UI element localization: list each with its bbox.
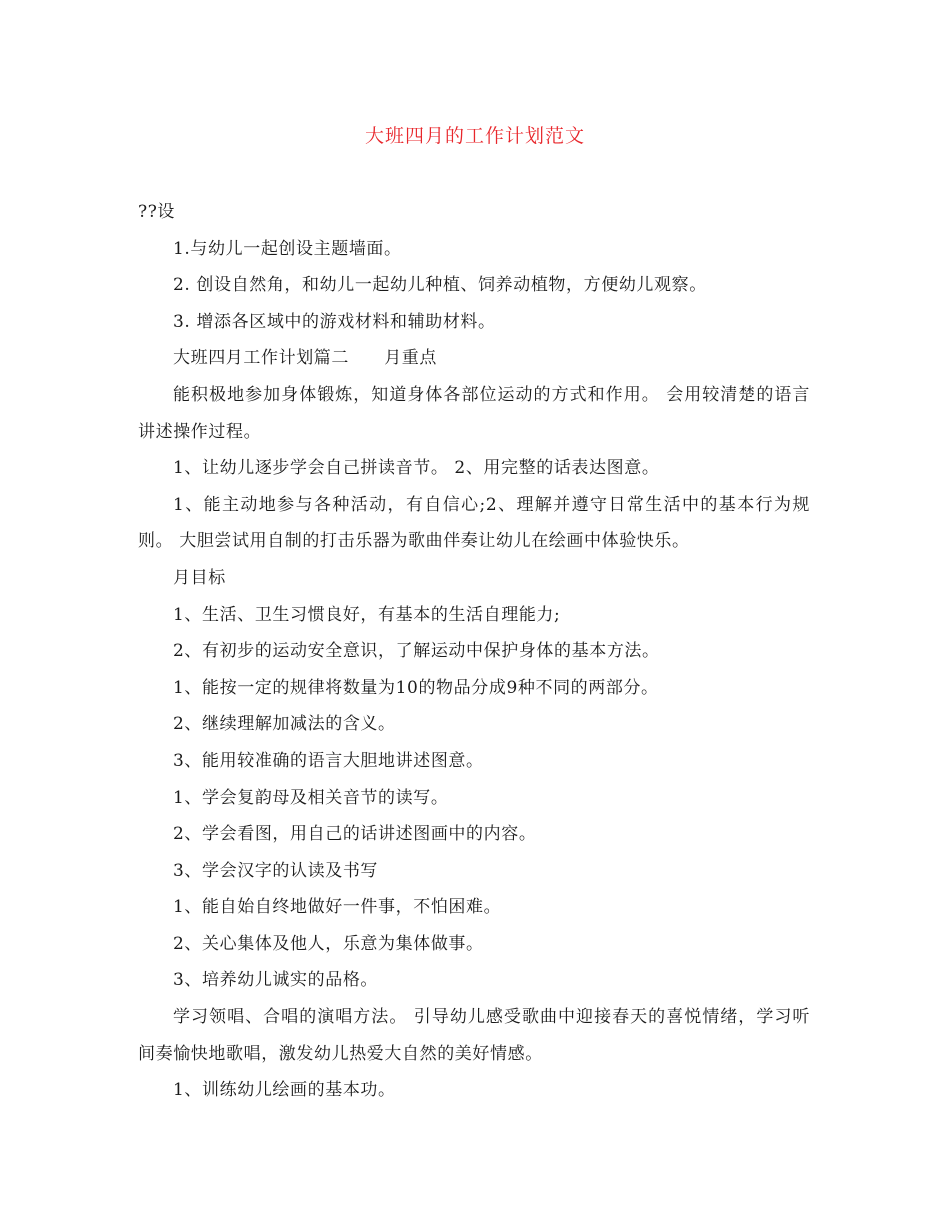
paragraph-5: 大班四月工作计划篇二 月重点	[173, 348, 437, 369]
paragraph-16: 2、学会看图，用自己的话讲述图画中的内容。	[173, 824, 537, 845]
paragraph-3: 2. 创设自然角，和幼儿一起幼儿种植、饲养动植物，方便幼儿观察。	[173, 275, 707, 296]
paragraph-13: 2、继续理解加减法的含义。	[173, 714, 396, 735]
paragraph-18: 1、能自始自终地做好一件事，不怕困难。	[173, 897, 502, 918]
paragraph-7: 1、让幼儿逐步学会自己拼读音节。 2、用完整的话表达图意。	[173, 458, 660, 479]
paragraph-21: 学习领唱、合唱的演唱方法。 引导幼儿感受歌曲中迎接春天的喜悦情绪，学习听间奏愉快地歌唱，激发幼儿热爱大自然的美好情感。	[138, 1007, 810, 1064]
paragraph-20: 3、培养幼儿诚实的品格。	[173, 970, 379, 991]
paragraph-4: 3. 增添各区域中的游戏材料和辅助材料。	[173, 311, 496, 332]
paragraph-2: 1.与幼儿一起创设主题墙面。	[173, 238, 402, 259]
document-title: 大班四月的工作计划范文	[364, 125, 585, 147]
paragraph-12: 1、能按一定的规律将数量为10的物品分成9种不同的两部分。	[173, 677, 659, 698]
paragraph-8: 1、能主动地参与各种活动，有自信心;2、理解并遵守日常生活中的基本行为规则。 大胆尝试用自制的打击乐器为歌曲伴奏让幼儿在绘画中体验快乐。	[138, 494, 810, 552]
paragraph-15: 1、学会复韵母及相关音节的读写。	[173, 787, 449, 808]
paragraph-10: 1、生活、卫生习惯良好，有基本的生活自理能力;	[173, 604, 561, 625]
paragraph-11: 2、有初步的运动安全意识，了解运动中保护身体的基本方法。	[173, 641, 660, 662]
paragraph-19: 2、关心集体及他人，乐意为集体做事。	[173, 933, 484, 954]
paragraph-6: 能积极地参加身体锻炼，知道身体各部位运动的方式和作用。 会用较清楚的语言讲述操作过程。	[138, 384, 810, 442]
paragraph-9: 月目标	[173, 567, 226, 588]
document-body	[138, 194, 810, 1109]
paragraph-22: 1、训练幼儿绘画的基本功。	[173, 1080, 396, 1101]
paragraph-14: 3、能用较准确的语言大胆地讲述图意。	[173, 750, 484, 771]
paragraph-1: ??设	[138, 202, 176, 222]
paragraph-17: 3、学会汉字的认读及书写	[173, 860, 379, 881]
